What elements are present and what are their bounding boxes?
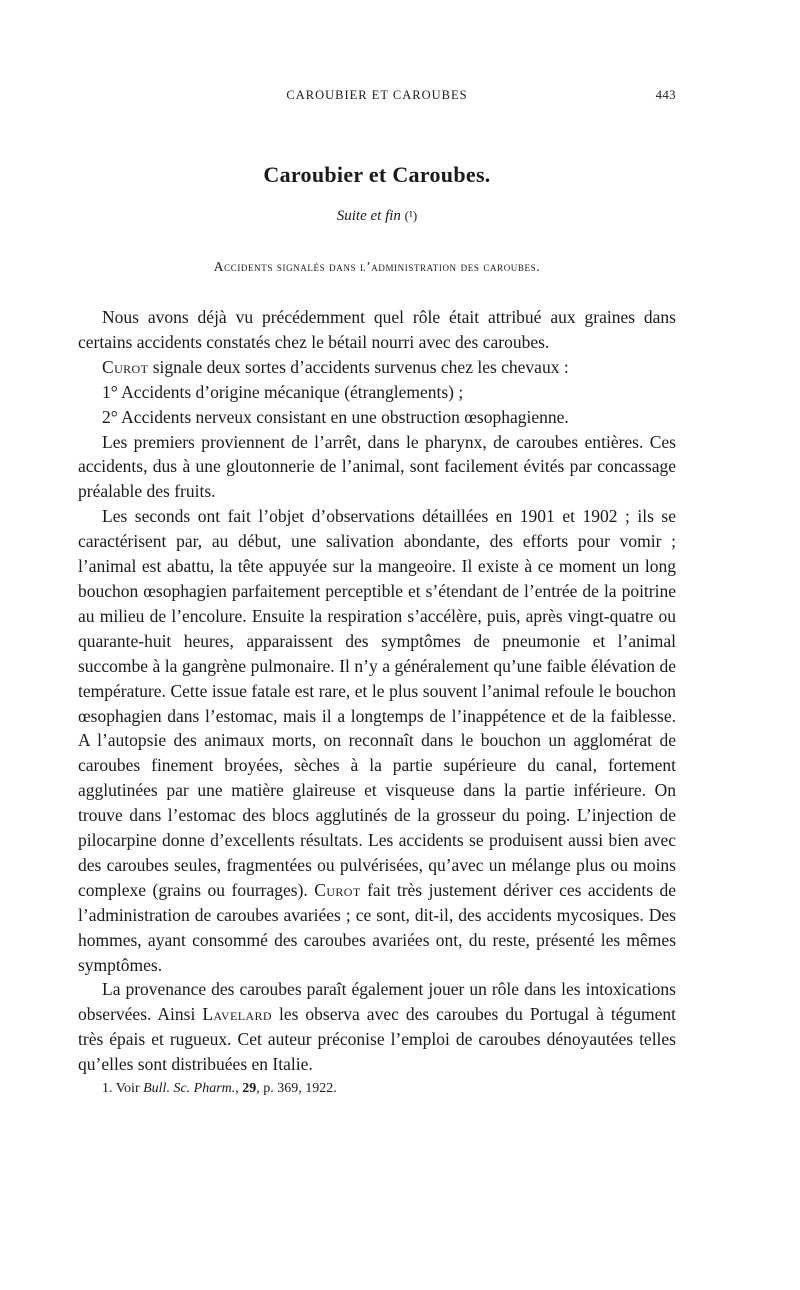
- footnote-marker: 1.: [102, 1081, 113, 1097]
- paragraph-3: [78, 380, 676, 405]
- section-heading: Accidents signalés dans l’administration des caroubes.: [213, 259, 541, 274]
- book-page: [78, 88, 676, 1102]
- paragraph-4: [78, 405, 676, 430]
- paragraph-6: [78, 504, 676, 977]
- paragraph-2: [78, 355, 676, 380]
- footnote-reference: (¹): [404, 208, 418, 223]
- article-subtitle: [78, 208, 676, 225]
- paragraph-text: Nous avons déjà vu précédemment quel rôle était attribué aux graines dans certains accidents constatés chez le bétail nourri avec des caroubes.: [78, 307, 676, 352]
- paragraph-text: signale deux sortes d’accidents survenus chez les chevaux :: [148, 356, 569, 377]
- paragraph-1: [78, 305, 676, 355]
- author-name: Lavelard: [202, 1004, 272, 1025]
- paragraph-text: fait très justement dériver ces accidents de l’administration de caroubes avariées ; ce sont, dit-il, des accidents mycosiques. Des hommes, ayant consommé des caroubes avariées ont, du reste, présenté les mêmes symptômes.: [78, 879, 676, 975]
- page-number: 443: [655, 88, 676, 102]
- footnote-journal: Bull. Sc. Pharm.: [143, 1081, 236, 1097]
- running-head: [78, 88, 676, 114]
- paragraph-text: Les seconds ont fait l’objet d’observations détaillées en 1901 et 1902 ; ils se caractérisent par, au début, une salivation abondante, des efforts pour vomir ; l’animal est abattu, la tête appuyée sur la mangeoire. Il existe à ce moment un long bouchon œsophagien parfaitement perceptible et s’étendant de l’entrée de la poitrine au milieu de l’encolure. Ensuite la respiration s’accélère, puis, après vingt-quatre ou quarante-huit heures, apparaissent des symptômes de pneumonie et l’animal succombe à la gangrène pulmonaire. Il n’y a généralement qu’une faible élévation de température. Cette issue fatale est rare, et le plus souvent l’animal refoule le bouchon œsophagien dans l’estomac, mais il a longtemps de l’inappétence et de la faiblesse. A l’autopsie des animaux morts, on reconnaît dans le bouchon un agglomérat de caroubes finement broyées, sèches à la partie supérieure du canal, fortement agglutinées par une matière glaireuse et visqueuse dans la partie inférieure. On trouve dans l’estomac des blocs agglutinés de la grosseur du poing. L’injection de pilocarpine donne d’excellents résultats. Les accidents se produisent aussi bien avec des caroubes seules, fragmentées ou pulvérisées, qu’avec un mélange plus ou moins complexe (grains ou fourrages).: [78, 506, 676, 900]
- footnote-intro: Voir: [115, 1081, 140, 1097]
- running-title: CAROUBIER ET CAROUBES: [286, 88, 468, 102]
- paragraph-text: 2° Accidents nerveux consistant en une obstruction œsophagienne.: [102, 406, 569, 427]
- subtitle-text: Suite et fin: [336, 208, 401, 224]
- paragraph-text: Les premiers proviennent de l’arrêt, dans le pharynx, de caroubes entières. Ces accidents, dus à une gloutonnerie de l’animal, sont facilement évités par concassage préalable des fruits.: [78, 431, 676, 502]
- author-name: Curot: [102, 356, 149, 377]
- paragraph-7: [78, 977, 676, 1077]
- paragraph-text: La provenance des caroubes paraît également jouer un rôle dans les intoxications observées. Ainsi: [78, 979, 676, 1025]
- author-name: Curot: [314, 879, 361, 900]
- paragraph-text: les observa avec des caroubes du Portugal à tégument très épais et rugueux. Cet auteur préconise l’emploi de caroubes dénoyautées telles qu’elles sont distribuées en Italie.: [78, 1004, 676, 1075]
- paragraph-5: [78, 430, 676, 505]
- article-body: [78, 305, 676, 1102]
- footnote-volume: 29: [242, 1081, 257, 1097]
- footnote: 1. Voir Bull. Sc. Pharm., 29, p. 369, 1922.: [102, 1081, 337, 1097]
- paragraph-text: 1° Accidents d’origine mécanique (étranglements) ;: [102, 381, 464, 402]
- article-title: Caroubier et Caroubes.: [263, 162, 491, 187]
- footnote-pages: p. 369, 1922.: [263, 1081, 337, 1097]
